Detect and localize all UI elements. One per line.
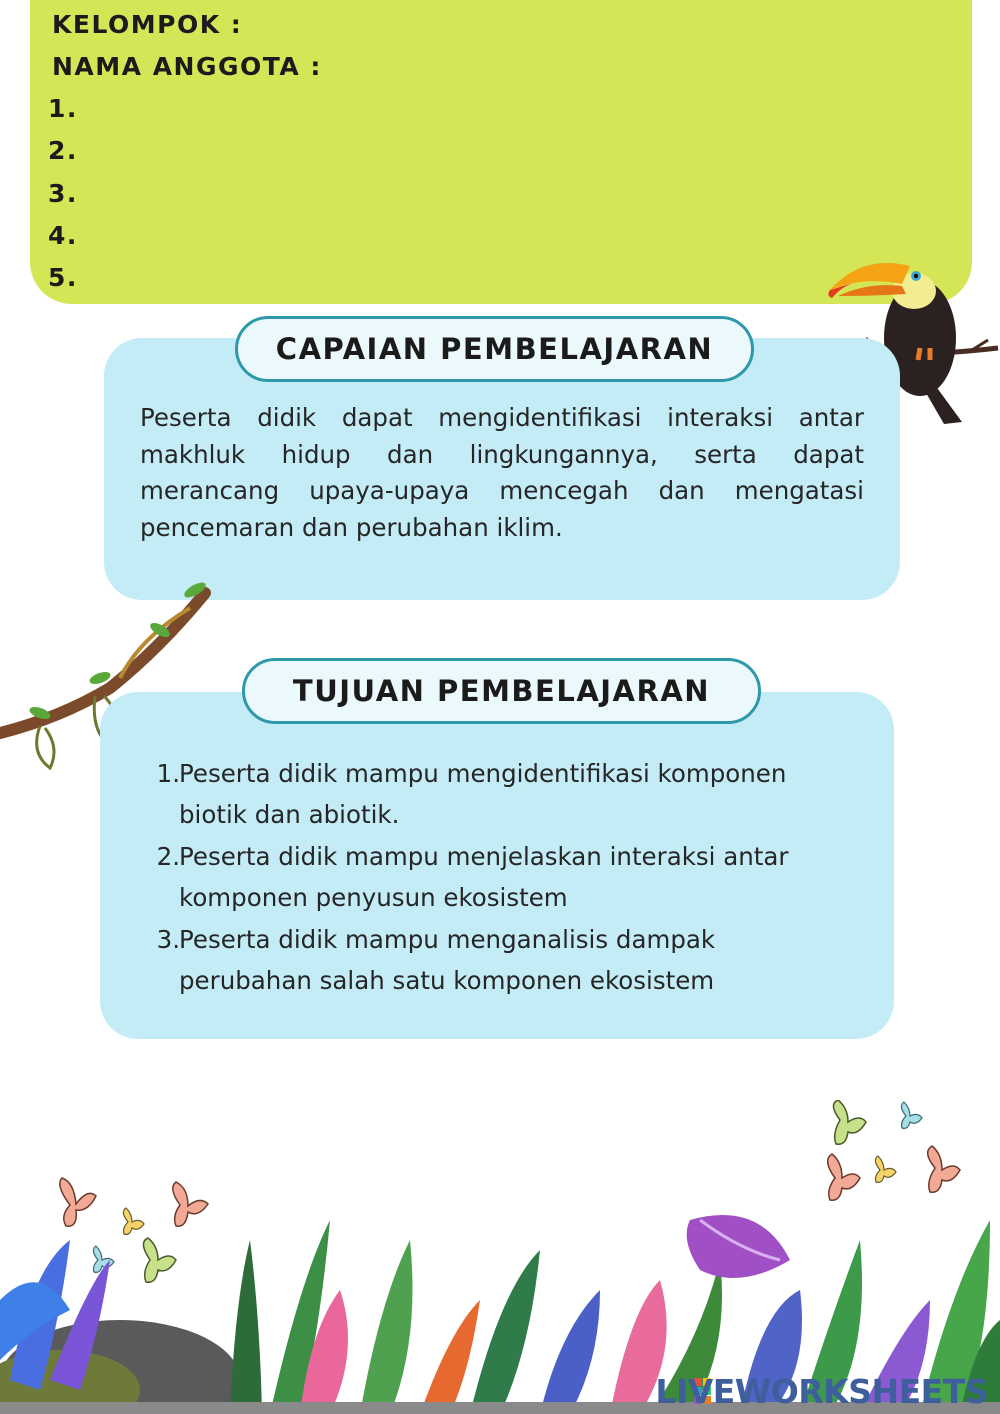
tujuan-item-line: Peserta didik mampu menganalisis dampak	[179, 925, 716, 954]
liveworksheets-watermark: LIVEWORKSHEETS	[655, 1372, 988, 1411]
tujuan-item-line: komponen penyusun ekosistem	[179, 883, 568, 912]
tujuan-item-line: perubahan salah satu komponen ekosistem	[179, 966, 715, 995]
tujuan-item-number: 1.	[156, 759, 180, 788]
tujuan-item-number: 2.	[156, 842, 180, 871]
tujuan-item-line: biotik dan abiotik.	[179, 800, 400, 829]
kelompok-label: KELOMPOK :	[52, 10, 243, 39]
nama-anggota-label: NAMA ANGGOTA :	[52, 52, 322, 81]
member-number-1: 1.	[48, 94, 78, 123]
member-number-2: 2.	[48, 136, 78, 165]
member-number-3: 3.	[48, 179, 78, 208]
tujuan-title-pill: TUJUAN PEMBELAJARAN	[242, 658, 761, 724]
tujuan-item-number: 3.	[156, 925, 180, 954]
tujuan-item-line: Peserta didik mampu menjelaskan interaksi antar	[179, 842, 789, 871]
tujuan-item-line: Peserta didik mampu mengidentifikasi komponen	[179, 759, 787, 788]
capaian-title-pill: CAPAIAN PEMBELAJARAN	[235, 316, 754, 382]
capaian-text: Peserta didik dapat mengidentifikasi interaksi antar makhluk hidup dan lingkungannya, serta dapat merancang upaya-upaya mencegah dan mengatasi pencemaran dan perubahan iklim.	[140, 403, 864, 542]
member-number-5: 5.	[48, 263, 78, 292]
member-number-4: 4.	[48, 221, 78, 250]
